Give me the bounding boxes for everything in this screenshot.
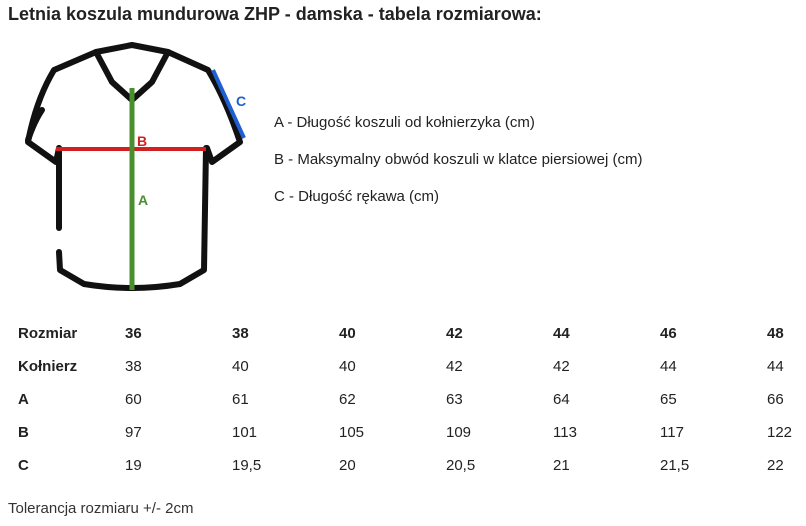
size-table-header-row [18, 317, 797, 350]
table-cell: 65 [660, 391, 677, 408]
size-header-cell: 48 [767, 325, 784, 342]
table-cell: 21,5 [660, 457, 690, 474]
legend-item-c: C - Długość rękawa (cm) [274, 188, 440, 205]
row-label: C [18, 457, 29, 474]
table-row [18, 383, 797, 416]
size-header-cell: 40 [339, 325, 356, 342]
table-cell: 42 [446, 358, 463, 375]
header-label: Rozmiar [18, 325, 78, 342]
table-cell: 122 [767, 424, 793, 441]
table-cell: 61 [232, 391, 249, 408]
table-cell: 44 [767, 358, 784, 375]
table-cell: 101 [232, 424, 258, 441]
table-cell: 62 [339, 391, 356, 408]
table-row [18, 449, 797, 482]
shirt-diagram [14, 40, 254, 300]
table-row [18, 416, 797, 449]
size-tolerance-note: Tolerancja rozmiaru +/- 2cm [8, 500, 194, 517]
size-table [18, 317, 797, 482]
page-title: Letnia koszula mundurowa ZHP - damska - tabela rozmiarowa: [8, 4, 542, 24]
measure-c-label: C [236, 93, 247, 109]
row-label: Kołnierz [18, 358, 78, 375]
table-cell: 63 [446, 391, 463, 408]
measurement-legend [274, 112, 642, 223]
table-cell: 20,5 [446, 457, 476, 474]
table-cell: 38 [125, 358, 142, 375]
table-cell: 66 [767, 391, 784, 408]
table-cell: 117 [660, 424, 684, 441]
size-header-cell: 46 [660, 325, 677, 342]
size-header-cell: 42 [446, 325, 463, 342]
row-label: A [18, 391, 29, 408]
table-cell: 60 [125, 391, 142, 408]
table-cell: 21 [553, 457, 570, 474]
table-cell: 44 [660, 358, 677, 375]
table-cell: 19,5 [232, 457, 262, 474]
shirt-left-sleeve-outline [28, 52, 96, 162]
legend-item-b: B - Maksymalny obwód koszuli w klatce piersiowej (cm) [274, 151, 643, 168]
table-cell: 20 [339, 457, 356, 474]
table-cell: 19 [125, 457, 142, 474]
table-cell: 40 [232, 358, 249, 375]
table-cell: 109 [446, 424, 472, 441]
row-label: B [18, 424, 29, 441]
table-cell: 40 [339, 358, 356, 375]
table-cell: 97 [125, 424, 142, 441]
measure-b-label: B [137, 133, 148, 149]
measure-a-label: A [138, 192, 149, 208]
size-header-cell: 38 [232, 325, 249, 342]
legend-item-a: A - Długość koszuli od kołnierzyka (cm) [274, 114, 535, 131]
table-cell: 22 [767, 457, 784, 474]
table-cell: 42 [553, 358, 570, 375]
table-row [18, 350, 797, 383]
size-header-cell: 44 [553, 325, 570, 342]
table-cell: 64 [553, 391, 570, 408]
table-cell: 105 [339, 424, 365, 441]
size-header-cell: 36 [125, 325, 142, 342]
table-cell: 113 [553, 424, 577, 441]
